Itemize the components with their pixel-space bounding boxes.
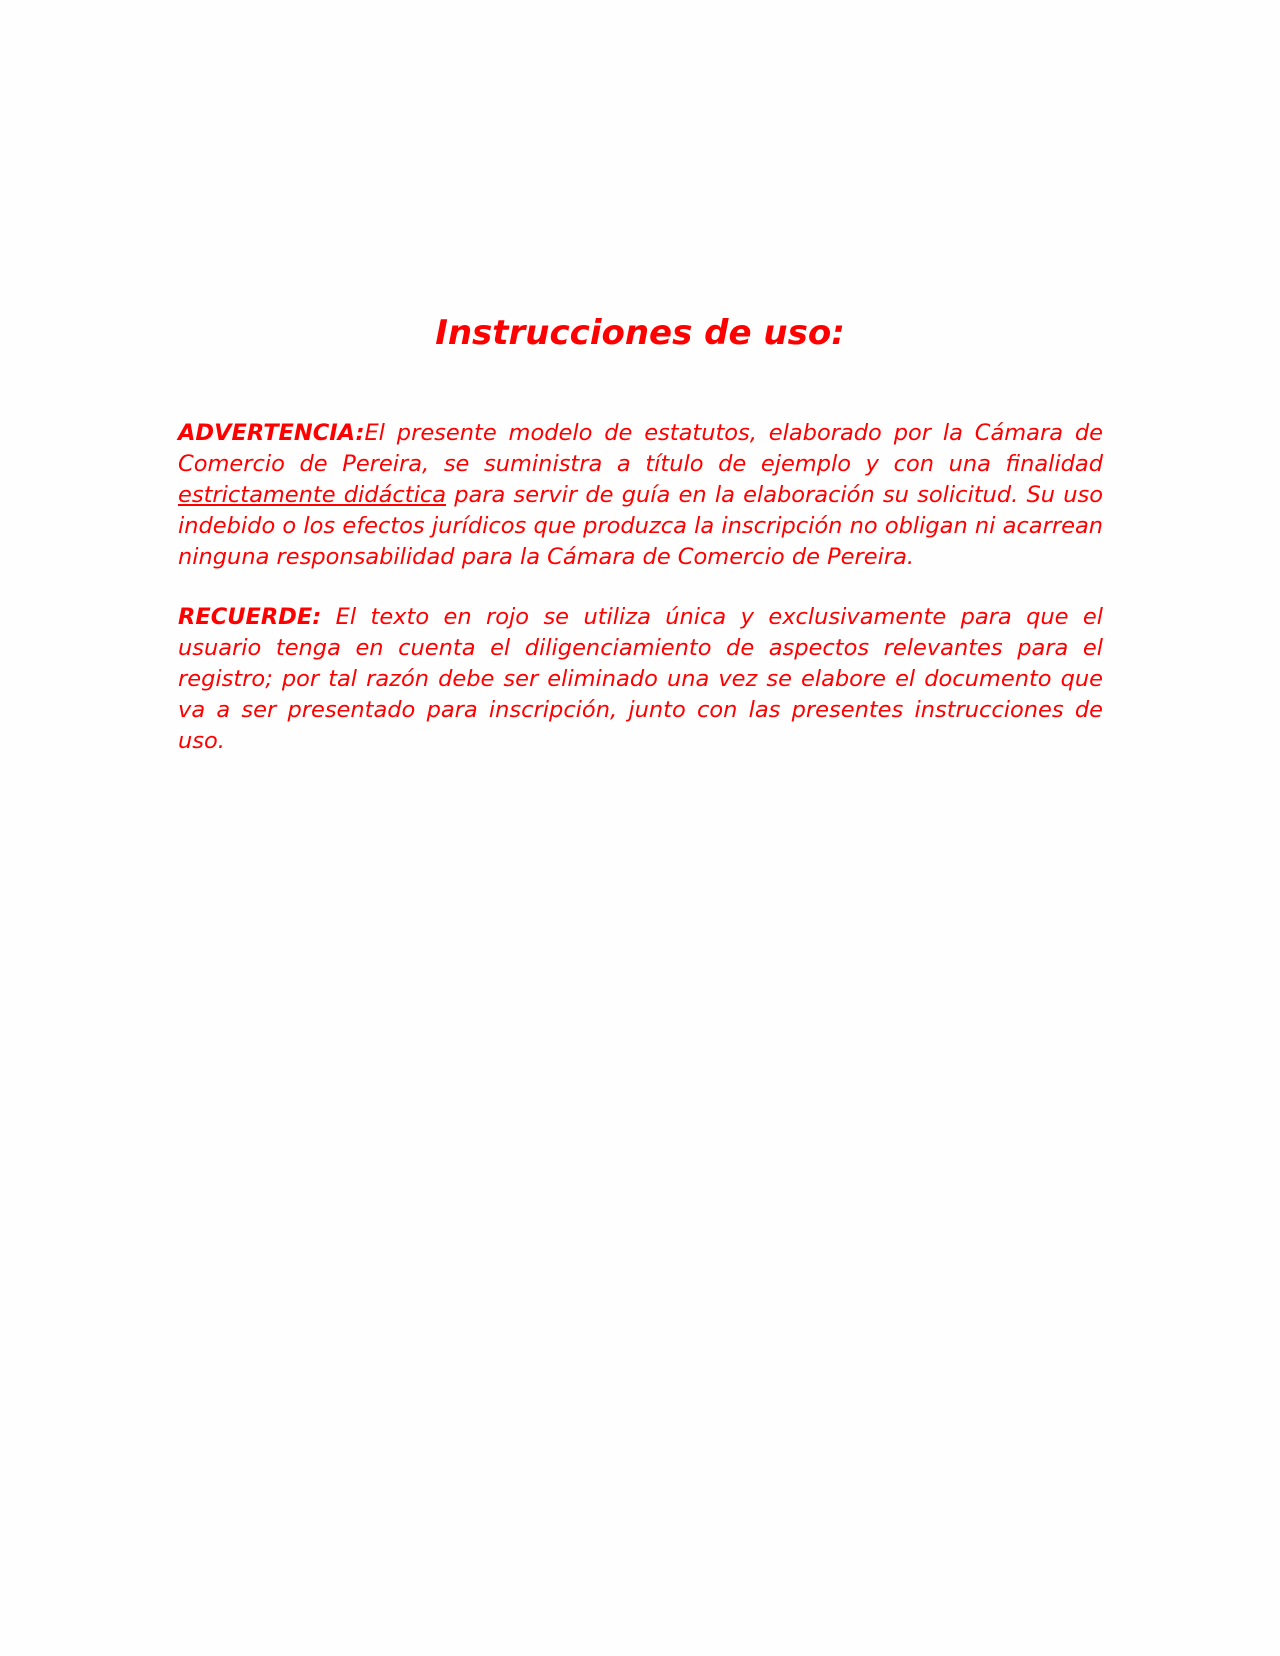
advertencia-underlined-text: estrictamente didáctica <box>178 482 446 508</box>
advertencia-paragraph <box>178 418 1103 573</box>
advertencia-text-before: El presente modelo de estatutos, elaborado por la Cámara de Comercio de Pereira, se suministra a título de ejemplo y con una finalidad <box>178 420 1103 477</box>
advertencia-label: ADVERTENCIA: <box>178 420 365 446</box>
recuerde-paragraph <box>178 602 1103 757</box>
advertencia-text-after: para servir de guía en la elaboración su solicitud. Su uso indebido o los efectos jurídicos que produzca la inscripción no obligan ni acarrean ninguna responsabilidad para la Cámara de Comercio de Pereira. <box>178 482 1103 570</box>
recuerde-text: El texto en rojo se utiliza única y exclusivamente para que el usuario tenga en cuenta el diligenciamiento de aspectos relevantes para el registro; por tal razón debe ser eliminado una vez se elabore el documento que va a ser presentado para inscripción, junto con las presentes instrucciones de uso. <box>178 604 1103 754</box>
recuerde-label: RECUERDE: <box>178 604 322 630</box>
page-title: Instrucciones de uso: <box>435 313 845 353</box>
